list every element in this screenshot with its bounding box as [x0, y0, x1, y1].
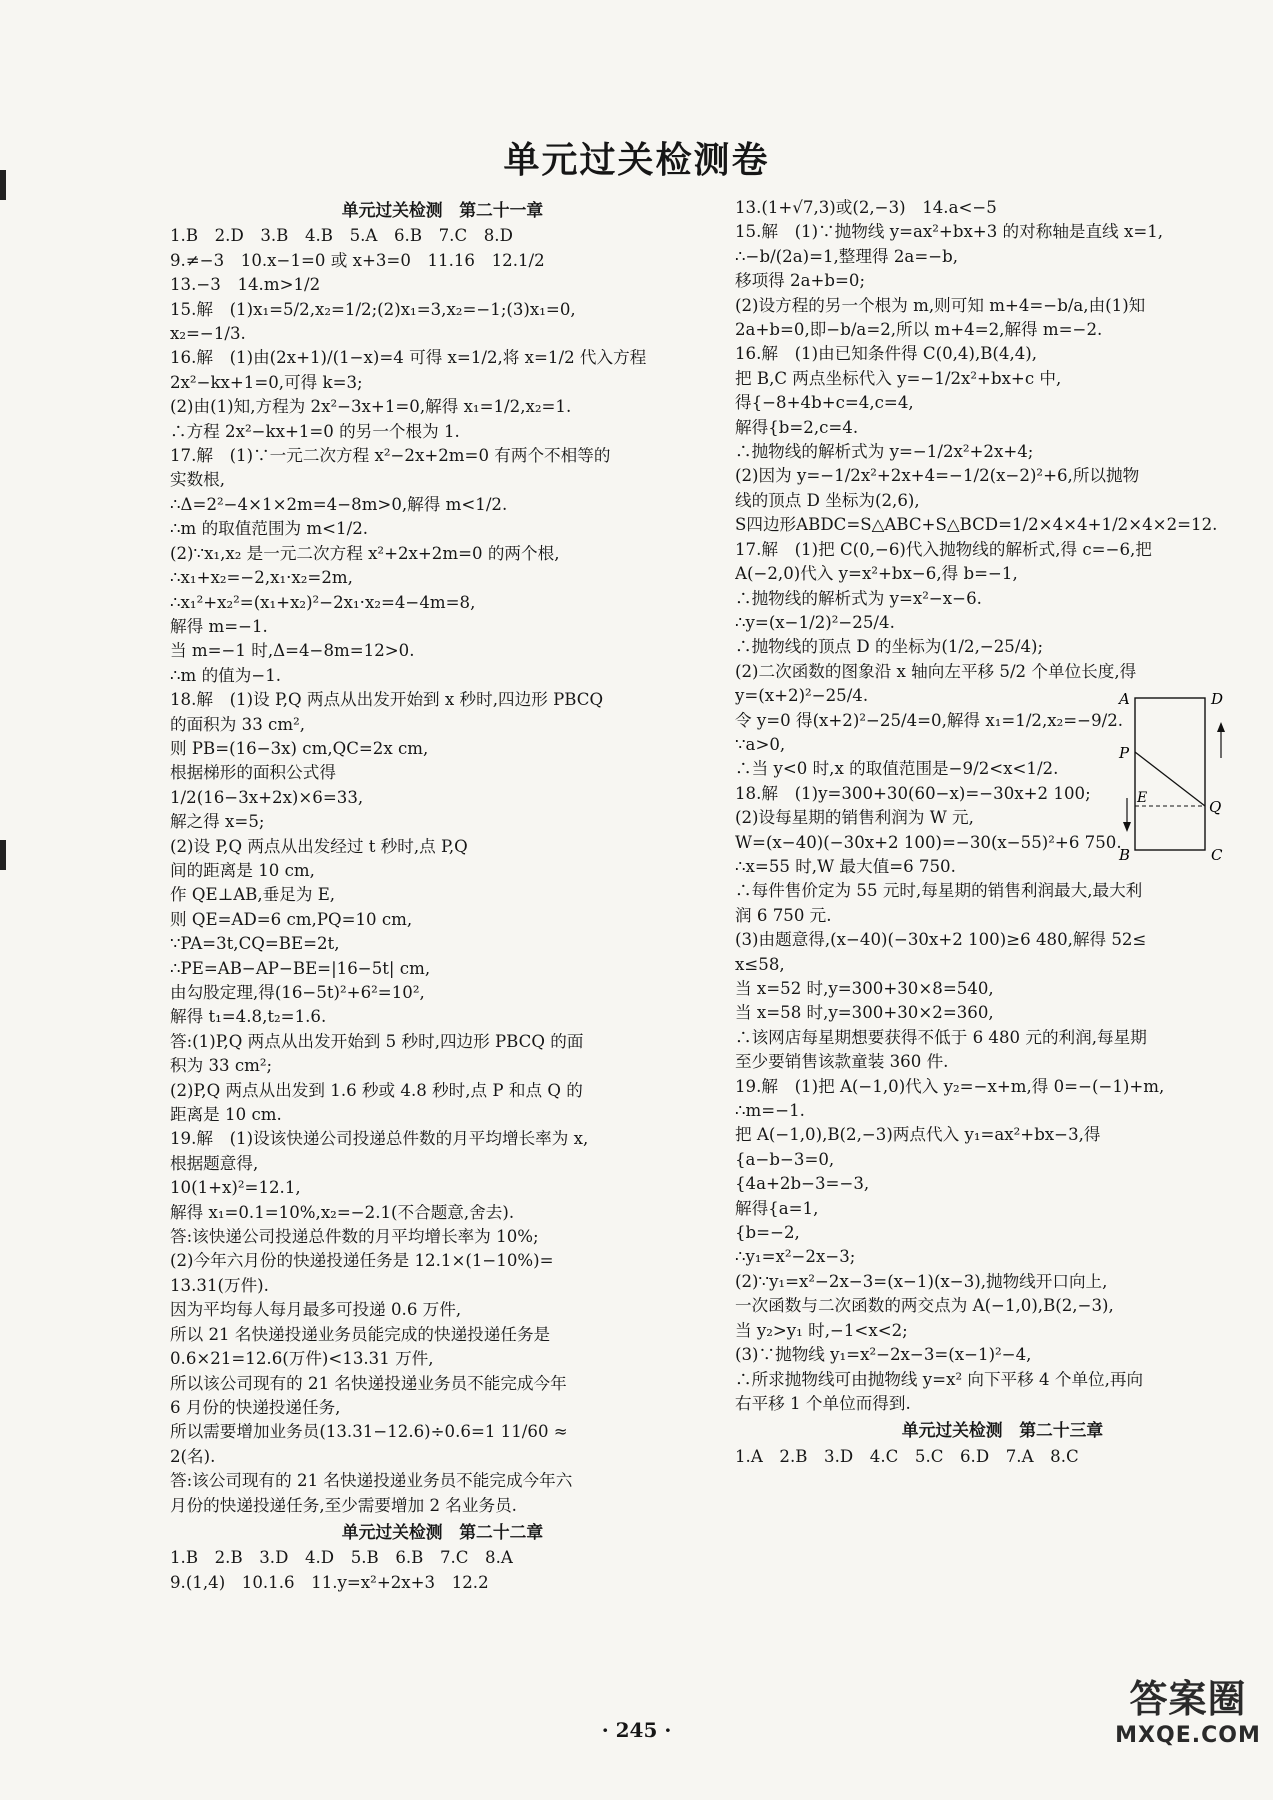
- left-answer-line: 实数根,: [170, 470, 226, 490]
- right-answer-line: ∴y₁=x²−2x−3;: [735, 1247, 856, 1267]
- left-answer-line: 作 QE⊥AB,垂足为 E,: [170, 885, 336, 905]
- left-answer-line: 16.解 (1)由(2x+1)/(1−x)=4 可得 x=1/2,将 x=1/2 代入方程: [170, 348, 647, 368]
- right-answer-line: y=(x+2)²−25/4.: [735, 686, 869, 706]
- right-answer-ch23-line: 1.A 2.B 3.D 4.C 5.C 6.D 7.A 8.C: [735, 1446, 1079, 1466]
- watermark-logo: [1113, 1668, 1263, 1786]
- left-answer-line: 的面积为 33 cm²,: [170, 714, 305, 734]
- right-answer-line: A(−2,0)代入 y=x²+bx−6,得 b=−1,: [735, 564, 1018, 584]
- left-answer-line: 答:该快递公司投递总件数的月平均增长率为 10%;: [170, 1227, 539, 1247]
- section-heading-ch21: 单元过关检测 第二十一章: [341, 200, 544, 220]
- left-answer-line: x₂=−1/3.: [170, 324, 246, 344]
- left-answer-line: 则 QE=AD=6 cm,PQ=10 cm,: [170, 909, 413, 929]
- watermark-top-text: 答案圈: [1129, 1677, 1247, 1721]
- right-answer-line: 当 x=58 时,y=300+30×2=360,: [735, 1003, 994, 1023]
- right-answer-line: ∴抛物线的顶点 D 的坐标为(1/2,−25/4);: [735, 637, 1044, 657]
- left-answer-line: 18.解 (1)设 P,Q 两点从出发开始到 x 秒时,四边形 PBCQ: [170, 690, 604, 710]
- left-answer-line: 所以 21 名快递投递业务员能完成的快递投递任务是: [170, 1324, 551, 1344]
- right-answer-line: ∴抛物线的解析式为 y=−1/2x²+2x+4;: [735, 442, 1034, 462]
- left-answer-line: ∴m 的取值范围为 m<1/2.: [170, 519, 369, 539]
- left-answer-line: 当 m=−1 时,Δ=4−8m=12>0.: [170, 641, 415, 661]
- left-answer-line: 间的距离是 10 cm,: [170, 860, 315, 880]
- right-answer-line: {a−b−3=0,: [735, 1149, 835, 1169]
- right-answer-line: 当 x=52 时,y=300+30×8=540,: [735, 979, 994, 998]
- right-answer-line: 润 6 750 元.: [735, 905, 832, 925]
- right-answer-lines-ch23: [735, 1445, 1270, 1469]
- left-answer-line: 所以需要增加业务员(13.31−12.6)÷0.6=1 11/60 ≈: [170, 1422, 568, 1442]
- right-answer-line: 19.解 (1)把 A(−1,0)代入 y₂=−x+m,得 0=−(−1)+m,: [735, 1076, 1165, 1096]
- right-answer-line: ∴每件售价定为 55 元时,每星期的销售利润最大,最大利: [735, 881, 1143, 901]
- left-answer-line: 距离是 10 cm.: [170, 1105, 282, 1125]
- left-answer-line: 9.≠−3 10.x−1=0 或 x+3=0 11.16 12.1/2: [170, 250, 545, 270]
- left-answer-line: ∴Δ=2²−4×1×2m=4−8m>0,解得 m<1/2.: [170, 494, 508, 514]
- left-answer-line: 则 PB=(16−3x) cm,QC=2x cm,: [170, 738, 429, 758]
- label-d: D: [1211, 690, 1224, 708]
- right-answer-line: ∴−b/(2a)=1,整理得 2a=−b,: [735, 246, 959, 266]
- watermark-bottom-text: MXQE.COM: [1115, 1723, 1261, 1748]
- right-answer-line: ∴当 y<0 时,x 的取值范围是−9/2<x<1/2.: [735, 759, 1059, 779]
- right-answer-line: (2)二次函数的图象沿 x 轴向左平移 5/2 个单位长度,得: [735, 661, 1137, 681]
- label-e: E: [1137, 790, 1148, 806]
- left-answer-line: ∴m 的值为−1.: [170, 665, 282, 685]
- right-answer-line: (2)设每星期的销售利润为 W 元,: [735, 808, 974, 828]
- right-answer-line: 15.解 (1)∵抛物线 y=ax²+bx+3 的对称轴是直线 x=1,: [735, 222, 1164, 242]
- left-answer-line: (2)今年六月份的快递投递任务是 12.1×(1−10%)=: [170, 1251, 554, 1271]
- right-answer-line: (3)∵抛物线 y₁=x²−2x−3=(x−1)²−4,: [735, 1345, 1032, 1365]
- left-answer-line: 答:(1)P,Q 两点从出发开始到 5 秒时,四边形 PBCQ 的面: [170, 1031, 584, 1051]
- left-answer-line: ∵PA=3t,CQ=BE=2t,: [170, 934, 340, 954]
- right-answer-line: 当 y₂>y₁ 时,−1<x<2;: [735, 1320, 908, 1340]
- left-answer-line: 13.31(万件).: [170, 1275, 269, 1295]
- left-answer-line: 0.6×21=12.6(万件)<13.31 万件,: [170, 1349, 434, 1369]
- right-answer-line: 至少要销售该款童装 360 件.: [735, 1052, 949, 1072]
- left-answer-line: ∴x₁²+x₂²=(x₁+x₂)²−2x₁·x₂=4−4m=8,: [170, 592, 476, 612]
- page-title: 单元过关检测卷: [503, 140, 770, 181]
- left-answer-line: ∴PE=AB−AP−BE=|16−5t| cm,: [170, 958, 431, 978]
- right-answer-line: 17.解 (1)把 C(0,−6)代入抛物线的解析式,得 c=−6,把: [735, 539, 1152, 559]
- left-answer-line: 17.解 (1)∵一元二次方程 x²−2x+2m=0 有两个不相等的: [170, 446, 611, 466]
- right-answer-lines: [735, 196, 1270, 1416]
- right-answer-line: 解得{a=1,: [735, 1198, 819, 1218]
- right-answer-line: 2a+b=0,即−b/a=2,所以 m+4=2,解得 m=−2.: [735, 320, 1103, 340]
- right-answer-line: ∴y=(x−1/2)²−25/4.: [735, 612, 895, 632]
- right-answer-line: {4a+2b−3=−3,: [735, 1174, 870, 1194]
- right-answer-line: ∴m=−1.: [735, 1101, 805, 1121]
- left-answer-ch22-line: 1.B 2.B 3.D 4.D 5.B 6.B 7.C 8.A: [170, 1548, 513, 1568]
- left-answer-line: 由勾股定理,得(16−5t)²+6²=10²,: [170, 983, 425, 1002]
- label-a: A: [1119, 690, 1130, 708]
- right-answer-line: ∴x=55 时,W 最大值=6 750.: [735, 856, 956, 876]
- right-answer-line: 16.解 (1)由已知条件得 C(0,4),B(4,4),: [735, 344, 1038, 364]
- right-answer-line: (3)由题意得,(x−40)(−30x+2 100)≥6 480,解得 52≤: [735, 930, 1147, 950]
- right-answer-line: 移项得 2a+b=0;: [735, 271, 866, 291]
- right-answer-line: 右平移 1 个单位而得到.: [735, 1393, 911, 1413]
- right-answer-line: W=(x−40)(−30x+2 100)=−30(x−55)²+6 750.: [735, 832, 1122, 852]
- left-answer-line: 解得 x₁=0.1=10%,x₂=−2.1(不合题意,舍去).: [170, 1202, 515, 1222]
- left-answer-line: (2)P,Q 两点从出发到 1.6 秒或 4.8 秒时,点 P 和点 Q 的: [170, 1080, 583, 1100]
- left-answer-line: (2)∵x₁,x₂ 是一元二次方程 x²+2x+2m=0 的两个根,: [170, 543, 560, 563]
- right-answer-line: (2)设方程的另一个根为 m,则可知 m+4=−b/a,由(1)知: [735, 295, 1146, 315]
- right-answer-line: ∵a>0,: [735, 734, 786, 754]
- label-q: Q: [1209, 798, 1222, 816]
- right-answer-line: 13.(1+√7,3)或(2,−3) 14.a<−5: [735, 198, 997, 217]
- right-answer-line: ∴该网店每星期想要获得不低于 6 480 元的利润,每星期: [735, 1027, 1147, 1047]
- right-answer-line: 一次函数与二次函数的两交点为 A(−1,0),B(2,−3),: [735, 1296, 1114, 1316]
- scan-edge-mark-bottom: [0, 840, 6, 870]
- right-answer-line: 把 A(−1,0),B(2,−3)两点代入 y₁=ax²+bx−3,得: [735, 1125, 1101, 1145]
- right-answer-line: S四边形ABDC=S△ABC+S△BCD=1/2×4×4+1/2×4×2=12.: [735, 515, 1218, 535]
- left-answer-line: 1/2(16−3x+2x)×6=33,: [170, 787, 364, 807]
- left-answer-lines: [170, 224, 715, 1518]
- right-answer-line: 得{−8+4b+c=4,c=4,: [735, 393, 914, 413]
- page-number: · 245 ·: [601, 1718, 672, 1742]
- left-answer-line: 10(1+x)²=12.1,: [170, 1178, 301, 1198]
- left-answer-line: 因为平均每人每月最多可投递 0.6 万件,: [170, 1300, 462, 1320]
- right-answer-line: 令 y=0 得(x+2)²−25/4=0,解得 x₁=1/2,x₂=−9/2.: [735, 710, 1124, 730]
- left-answer-line: 2x²−kx+1=0,可得 k=3;: [170, 372, 363, 392]
- left-answer-line: 2(名).: [170, 1446, 216, 1466]
- right-answer-line: ∴所求抛物线可由抛物线 y=x² 向下平移 4 个单位,再向: [735, 1369, 1144, 1389]
- left-answer-line: 答:该公司现有的 21 名快递投递业务员不能完成今年六: [170, 1471, 573, 1491]
- left-answer-line: 1.B 2.D 3.B 4.B 5.A 6.B 7.C 8.D: [170, 226, 513, 246]
- right-answer-line: x≤58,: [735, 954, 785, 974]
- right-column: [735, 196, 1270, 1469]
- left-answer-line: 根据梯形的面积公式得: [170, 763, 336, 783]
- left-answer-ch22-line: 9.(1,4) 10.1.6 11.y=x²+2x+3 12.2: [170, 1572, 489, 1592]
- left-answer-line: 解得 t₁=4.8,t₂=1.6.: [170, 1007, 327, 1027]
- left-answer-line: (2)设 P,Q 两点从出发经过 t 秒时,点 P,Q: [170, 836, 468, 856]
- section-heading-ch22: 单元过关检测 第二十二章: [341, 1521, 544, 1542]
- label-b: B: [1119, 846, 1131, 864]
- left-answer-line: 月份的快递投递任务,至少需要增加 2 名业务员.: [170, 1495, 517, 1515]
- left-answer-line: 所以该公司现有的 21 名快递投递业务员不能完成今年: [170, 1373, 567, 1393]
- right-answer-line: 把 B,C 两点坐标代入 y=−1/2x²+bx+c 中,: [735, 368, 1062, 388]
- left-answer-line: 解得 m=−1.: [170, 616, 268, 636]
- left-answer-line: ∴x₁+x₂=−2,x₁·x₂=2m,: [170, 568, 353, 588]
- left-answer-line: 根据题意得,: [170, 1153, 259, 1173]
- right-answer-line: {b=−2,: [735, 1223, 800, 1243]
- left-answer-line: 13.−3 14.m>1/2: [170, 275, 321, 295]
- right-answer-line: ∴抛物线的解析式为 y=x²−x−6.: [735, 588, 982, 608]
- left-answer-line: 19.解 (1)设该快递公司投递总件数的月平均增长率为 x,: [170, 1129, 589, 1149]
- right-answer-line: 解得{b=2,c=4.: [735, 417, 859, 437]
- left-answer-line: (2)由(1)知,方程为 2x²−3x+1=0,解得 x₁=1/2,x₂=1.: [170, 397, 572, 417]
- left-answer-line: 15.解 (1)x₁=5/2,x₂=1/2;(2)x₁=3,x₂=−1;(3)x₁=0,: [170, 299, 576, 319]
- section-heading-ch23: 单元过关检测 第二十三章: [901, 1420, 1104, 1441]
- left-column: [170, 196, 715, 1595]
- right-answer-line: 线的顶点 D 坐标为(2,6),: [735, 490, 920, 510]
- right-answer-line: 18.解 (1)y=300+30(60−x)=−30x+2 100;: [735, 783, 1091, 803]
- left-answer-lines-ch22: [170, 1546, 715, 1595]
- right-answer-line: (2)因为 y=−1/2x²+2x+4=−1/2(x−2)²+6,所以抛物: [735, 466, 1140, 486]
- label-p: P: [1119, 744, 1130, 762]
- left-answer-line: ∴方程 2x²−kx+1=0 的另一个根为 1.: [170, 421, 460, 441]
- label-c: C: [1211, 846, 1223, 864]
- left-answer-line: 积为 33 cm²;: [170, 1056, 273, 1076]
- left-answer-line: 解之得 x=5;: [170, 812, 265, 832]
- left-answer-line: 6 月份的快递投递任务,: [170, 1397, 341, 1417]
- right-answer-line: (2)∵y₁=x²−2x−3=(x−1)(x−3),抛物线开口向上,: [735, 1271, 1108, 1291]
